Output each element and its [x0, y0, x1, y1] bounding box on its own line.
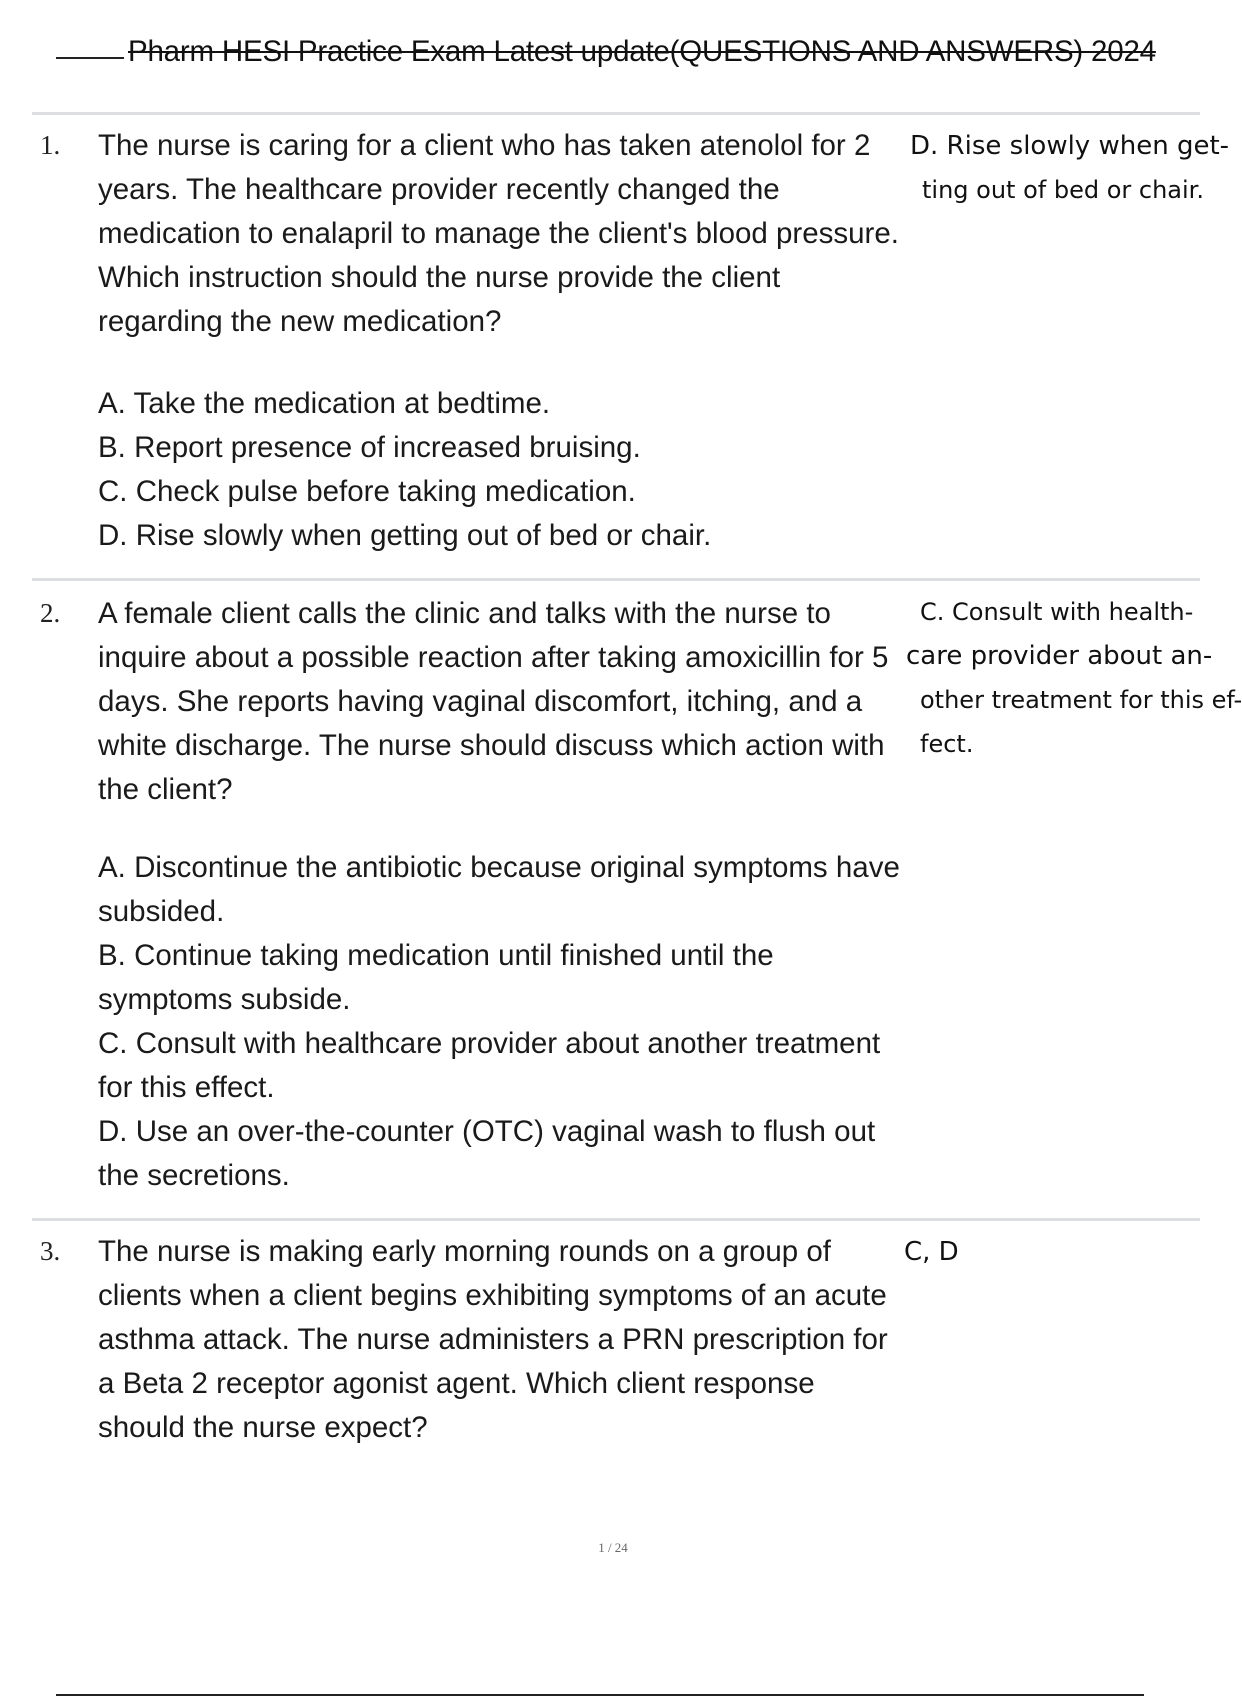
- divider: [32, 1218, 1200, 1221]
- option-b: B. Continue taking medication until finished until the symptoms subside.: [98, 939, 774, 1016]
- option-a: A. Discontinue the antibiotic because original symptoms have subsided.: [98, 851, 900, 928]
- answer-line: fect.: [920, 730, 974, 758]
- option-a: A. Take the medication at bedtime.: [98, 387, 551, 420]
- divider: [32, 578, 1200, 581]
- page-indicator: 1 / 24: [598, 1540, 628, 1555]
- question-number: 3.: [40, 1236, 61, 1266]
- answer-line: C, D: [904, 1237, 959, 1267]
- answer-line: other treatment for this ef-: [920, 686, 1242, 714]
- options-list: [98, 382, 918, 558]
- document-title: Pharm HESI Practice Exam Latest update(QUESTIONS AND ANSWERS) 2024: [128, 35, 1156, 68]
- option-d: D. Use an over-the-counter (OTC) vaginal wash to flush out the secretions.: [98, 1115, 876, 1192]
- option-c: C. Check pulse before taking medication.: [98, 475, 636, 508]
- bottom-rule: [56, 1694, 1144, 1696]
- options-list: [98, 846, 908, 1198]
- answer-line: D. Rise slowly when get-: [910, 131, 1230, 161]
- document-header: [56, 30, 1200, 80]
- option-b: B. Report presence of increased bruising.: [98, 431, 641, 464]
- answer-line: care provider about an-: [906, 641, 1213, 671]
- header-rule: [56, 57, 124, 59]
- question-number: 2.: [40, 598, 61, 628]
- question-number: 1.: [40, 130, 61, 160]
- option-d: D. Rise slowly when getting out of bed or chair.: [98, 519, 712, 552]
- answer-line: ting out of bed or chair.: [922, 176, 1204, 204]
- question-text: The nurse is making early morning rounds on a group of clients when a client begins exhibiting symptoms of an acute asthma attack. The nurse administers a PRN prescription for a Beta 2 receptor agonist agent. Which client response should the nurse expect?: [98, 1235, 888, 1444]
- answer-line: C. Consult with health-: [920, 598, 1194, 626]
- divider: [32, 112, 1200, 115]
- question-text: The nurse is caring for a client who has taken atenolol for 2 years. The healthcare provider recently changed the medication to enalapril to manage the client's blood pressure. Which instruction should the nurse provide the client regarding the new medication?: [98, 129, 899, 338]
- option-c: C. Consult with healthcare provider about another treatment for this effect.: [98, 1027, 881, 1104]
- question-text: A female client calls the clinic and talks with the nurse to inquire about a possible reaction after taking amoxicillin for 5 days. She reports having vaginal discomfort, itching, and a white discharge. The nurse should discuss which action with the client?: [98, 597, 889, 806]
